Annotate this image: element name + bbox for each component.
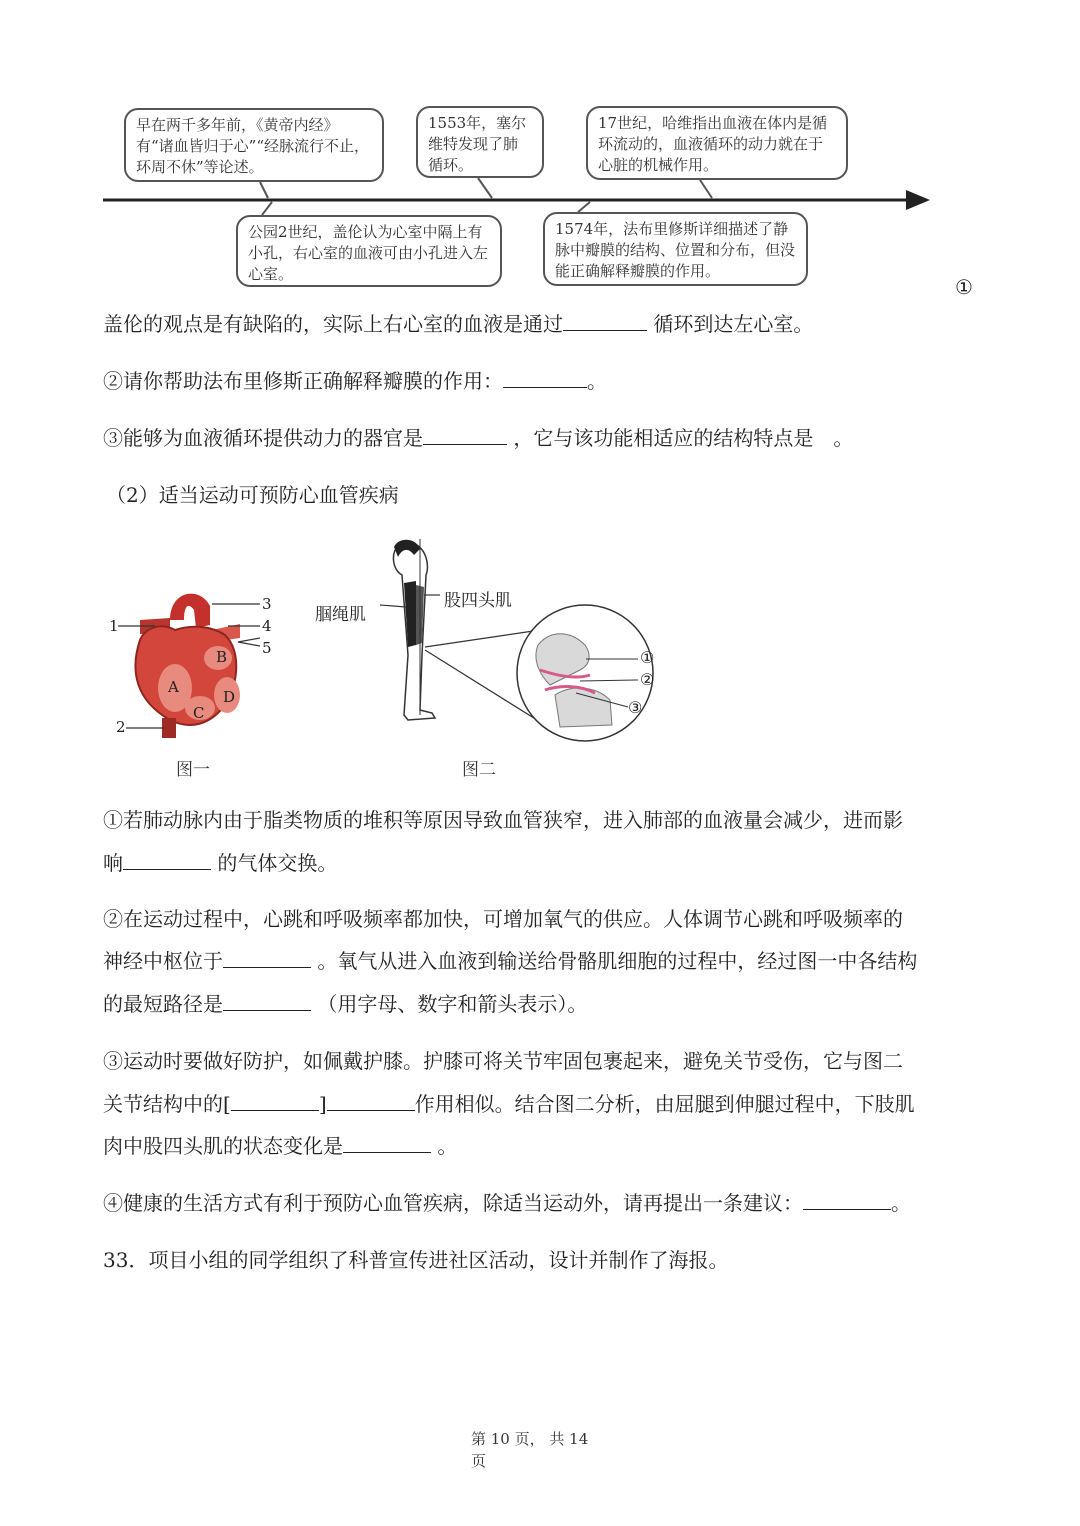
callout-text: 早在两千多年前，《黄帝内经》有“诸血皆归于心”“经脉流行不止，环周不休”等论述。 <box>136 116 370 176</box>
callout-text: 公园2世纪，盖伦认为心室中隔上有小孔，右心室的血液可由小孔进入左心室。 <box>248 223 489 283</box>
answer-blank[interactable] <box>423 424 507 445</box>
figure2-caption: 图二 <box>462 760 496 780</box>
figure1-caption: 图一 <box>176 760 210 780</box>
knee-label-2: ② <box>640 670 655 689</box>
answer-blank[interactable] <box>327 1090 415 1111</box>
circle-marker: ① <box>955 275 973 299</box>
heart-label-3: 3 <box>262 595 272 613</box>
callout-text: 1553年，塞尔维特发现了肺循环。 <box>428 114 527 174</box>
q2-p3-line3: 肉中股四头肌的状态变化是 。 <box>103 1134 458 1158</box>
q1-line3: ③能够为血液循环提供动力的器官是 ，它与该功能相适应的结构特点是 。 <box>103 426 854 450</box>
answer-blank[interactable] <box>503 367 587 388</box>
heart-label-A: A <box>168 678 179 696</box>
label-quadriceps: 股四头肌 <box>444 591 512 611</box>
answer-blank[interactable] <box>803 1189 891 1210</box>
heart-label-C: C <box>193 704 205 722</box>
heart-label-5: 5 <box>262 639 272 657</box>
page-number-suffix: 页 <box>471 1452 487 1470</box>
q2-p4: ④健康的生活方式有利于预防心血管疾病，除适当运动外，请再提出一条建议： 。 <box>103 1191 911 1215</box>
q1-line1: 盖伦的观点是有缺陷的，实际上右心室的血液是通过 循环到达左心室。 <box>103 312 814 336</box>
heart-label-2: 2 <box>116 718 126 736</box>
answer-blank[interactable] <box>123 849 211 870</box>
q1-line2: ②请你帮助法布里修斯正确解释瓣膜的作用： 。 <box>103 369 607 393</box>
answer-blank[interactable] <box>223 990 311 1011</box>
answer-blank[interactable] <box>231 1090 319 1111</box>
q2-p2-line3: 的最短路径是 （用字母、数字和箭头表示）。 <box>103 992 588 1016</box>
leg-knee-diagram <box>380 535 670 750</box>
q2-p2-line2: 神经中枢位于 。氧气从进入血液到输送给骨骼肌细胞的过程中，经过图一中各结构 <box>103 949 918 973</box>
q2-p1-line2: 响 的气体交换。 <box>103 851 338 875</box>
question-33: 33．项目小组的同学组织了科普宣传进社区活动，设计并制作了海报。 <box>103 1248 729 1272</box>
label-hamstring: 腘绳肌 <box>315 605 366 625</box>
callout-text: 17世纪，哈维指出血液在体内是循环流动的，血液循环的动力就在于心脏的机械作用。 <box>598 114 828 174</box>
q2-p3-line1: ③运动时要做好防护，如佩戴护膝。护膝可将关节牢固包裹起来，避免关节受伤，它与图二 <box>103 1049 903 1073</box>
answer-blank[interactable] <box>343 1132 431 1153</box>
heart-label-4: 4 <box>262 617 272 635</box>
heart-label-1: 1 <box>109 617 119 635</box>
knee-label-3: ③ <box>628 698 643 717</box>
timeline-axis <box>0 0 1080 300</box>
callout-text: 1574年，法布里修斯详细描述了静脉中瓣膜的结构、位置和分布，但没能正确解释瓣膜的作用。 <box>555 220 796 280</box>
answer-blank[interactable] <box>563 310 647 331</box>
answer-blank[interactable] <box>223 947 311 968</box>
section2-title: （2）适当运动可预防心血管疾病 <box>106 483 399 507</box>
q2-p2-line1: ②在运动过程中，心跳和呼吸频率都加快，可增加氧气的供应。人体调节心跳和呼吸频率的 <box>103 907 903 931</box>
q2-p1-line1: ①若肺动脉内由于脂类物质的堆积等原因导致血管狭窄，进入肺部的血液量会减少，进而影 <box>103 808 903 832</box>
q2-p3-line2: 关节结构中的[ ] 作用相似。结合图二分析，由屈腿到伸腿过程中，下肢肌 <box>103 1092 915 1116</box>
page-number: 第 10 页， 共 14 <box>471 1430 589 1448</box>
knee-label-1: ① <box>640 648 655 667</box>
heart-label-B: B <box>216 648 228 666</box>
heart-label-D: D <box>223 688 236 706</box>
